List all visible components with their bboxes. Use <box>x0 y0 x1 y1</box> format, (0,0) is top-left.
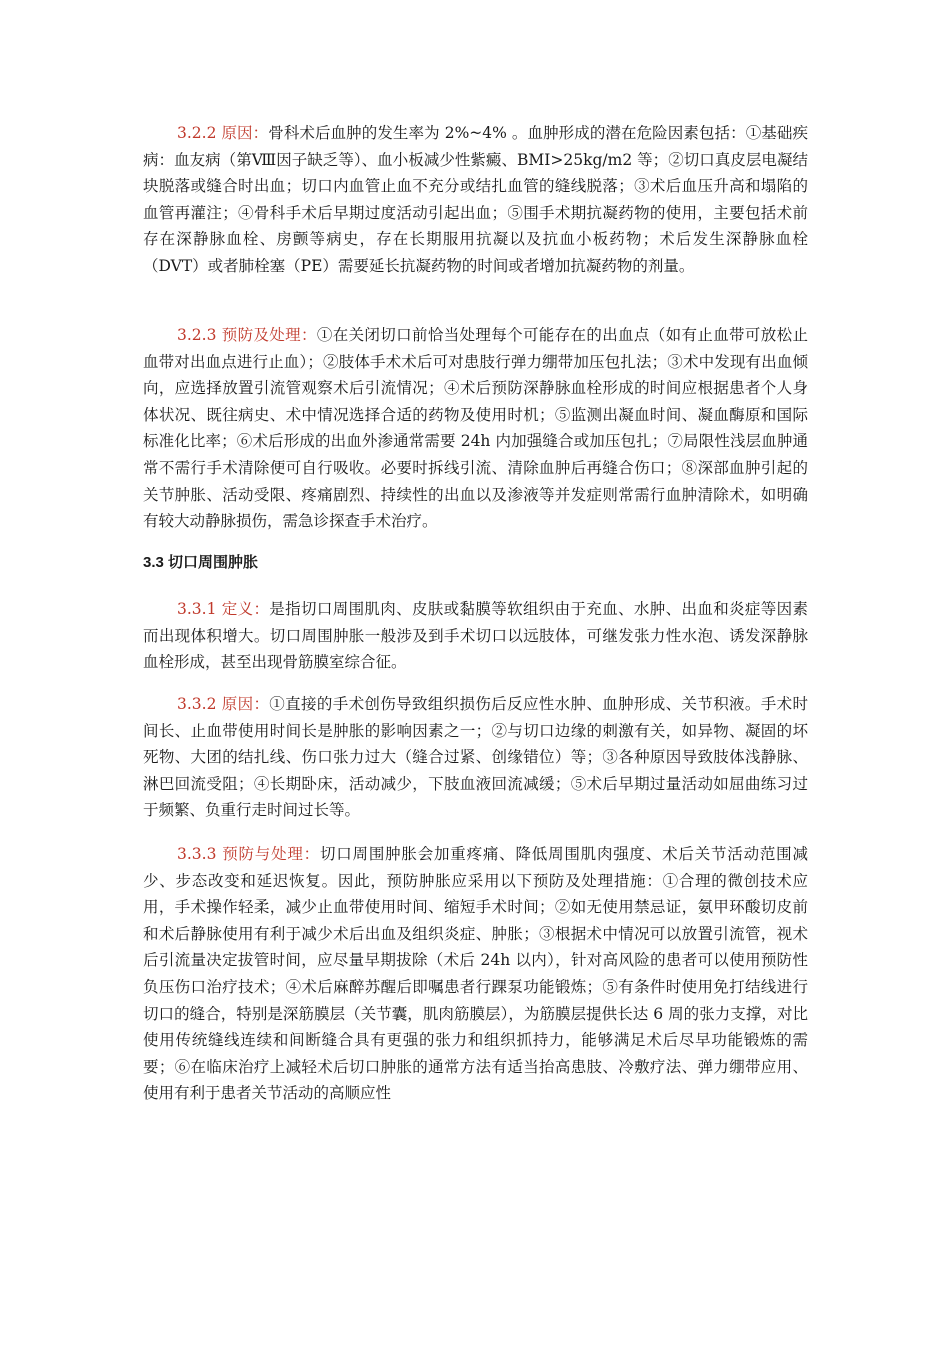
section-label: 原因： <box>221 695 270 713</box>
section-heading-3-3: 3.3 切口周围肿胀 <box>143 554 259 571</box>
paragraph-3-3-2 <box>143 691 808 824</box>
paragraph-text: 是指切口周围肌肉、皮肤或黏膜等软组织由于充血、水肿、出血和炎症等因素而出现体积增大。切口周围肿胀一般涉及到手术切口以远肢体，可继发张力性水泡、诱发深静脉血栓形成，甚至出现骨筋膜室综合征。 <box>143 600 808 672</box>
section-label: 定义： <box>221 600 270 618</box>
section-label: 预防与处理： <box>222 845 320 863</box>
paragraph-text: 骨科术后血肿的发生率为 2%~4% 。血肿形成的潜在危险因素包括：①基础疾病：血友病（第Ⅷ因子缺乏等）、血小板减少性紫癜、BMI>25kg/m2 等；②切口真皮层电凝结块脱落或缝合时出血；切口内血管止血不充分或结扎血管的缝线脱落；③术后血压升高和塌陷的血管再灌注；④骨科手术后早期过度活动引起出血；⑤围手术期抗凝药物的使用，主要包括术前存在深静脉血栓、房颤等病史，存在长期服用抗凝以及抗血小板药物；术后发生深静脉血栓（DVT）或者肺栓塞（PE）需要延长抗凝药物的时间或者增加抗凝药物的剂量。 <box>143 124 808 275</box>
paragraph-text: 切口周围肿胀会加重疼痛、降低周围肌肉强度、术后关节活动范围减少、步态改变和延迟恢复。因此，预防肿胀应采用以下预防及处理措施：①合理的微创技术应用，手术操作轻柔，减少止血带使用时间、缩短手术时间；②如无使用禁忌证，氨甲环酸切皮前和术后静脉使用有利于减少术后出血及组织炎症、肿胀；③根据术中情况可以放置引流管，视术后引流量决定拔管时间，应尽量早期拔除（术后 24h 以内），针对高风险的患者可以使用预防性负压伤口治疗技术；④术后麻醉苏醒后即嘱患者行踝泵功能锻炼；⑤有条件时使用免打结线进行切口的缝合，特别是深筋膜层（关节囊，肌肉筋膜层），为筋膜层提供长达 6 周的张力支撑，对比使用传统缝线连续和间断缝合具有更强的张力和组织抓持力，能够满足术后尽早功能锻炼的需要；⑥在临床治疗上减轻术后切口肿胀的通常方法有适当抬高患肢、冷敷疗法、弹力绷带应用、使用有利于患者关节活动的高顺应性 <box>143 845 808 1103</box>
section-label: 原因： <box>221 124 269 142</box>
section-label: 预防及处理： <box>221 326 317 344</box>
paragraph-3-2-3 <box>143 322 808 535</box>
section-number: 3.2.2 <box>177 124 217 142</box>
section-number: 3.3.1 <box>177 600 217 618</box>
paragraph-3-2-2 <box>143 120 808 280</box>
paragraph-3-3-3 <box>143 841 808 1107</box>
section-number: 3.3.3 <box>177 845 217 863</box>
paragraph-text: ①在关闭切口前恰当处理每个可能存在的出血点（如有止血带可放松止血带对出血点进行止血）；②肢体手术术后可对患肢行弹力绷带加压包扎法；③术中发现有出血倾向，应选择放置引流管观察术后引流情况；④术后预防深静脉血栓形成的时间应根据患者个人身体状况、既往病史、术中情况选择合适的药物及使用时机；⑤监测出凝血时间、凝血酶原和国际标准化比率；⑥术后形成的出血外渗通常需要 24h 内加强缝合或加压包扎；⑦局限性浅层血肿通常不需行手术清除便可自行吸收。必要时拆线引流、清除血肿后再缝合伤口；⑧深部血肿引起的关节肿胀、活动受限、疼痛剧烈、持续性的出血以及渗液等并发症则常需行血肿清除术，如明确有较大动静脉损伤，需急诊探查手术治疗。 <box>143 326 808 531</box>
section-number: 3.3.2 <box>177 695 217 713</box>
paragraph-3-3-1 <box>143 596 808 676</box>
section-number: 3.2.3 <box>177 326 217 344</box>
paragraph-text: ①直接的手术创伤导致组织损伤后反应性水肿、血肿形成、关节积液。手术时间长、止血带使用时间长是肿胀的影响因素之一；②与切口边缘的刺激有关，如异物、凝固的坏死物、大团的结扎线、伤口张力过大（缝合过紧、创缘错位）等；③各种原因导致肢体浅静脉、淋巴回流受阻；④长期卧床，活动减少，下肢血液回流减缓；⑤术后早期过量活动如屈曲练习过于频繁、负重行走时间过长等。 <box>143 695 808 820</box>
